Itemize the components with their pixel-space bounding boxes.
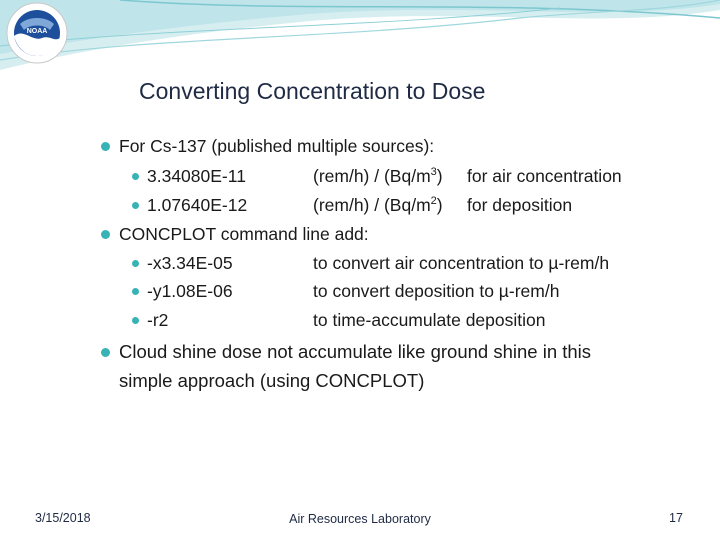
coefficient-unit (313, 195, 443, 216)
footer-date: 3/15/2018 (35, 511, 91, 525)
option-description: to time-accumulate deposition (313, 310, 546, 330)
option-description: to convert deposition to µ-rem/h (313, 281, 560, 301)
bullet-dot (101, 142, 110, 151)
footer-page-number: 17 (669, 511, 683, 525)
slide-title: Converting Concentration to Dose (139, 78, 486, 104)
sub-bullet-dot (132, 288, 139, 295)
coefficient-unit (313, 166, 443, 187)
unit-sup: 2 (430, 195, 437, 208)
coefficient-value: 1.07640E-12 (147, 195, 248, 215)
sub-bullet-dot (132, 202, 139, 209)
coefficient-value: 3.34080E-11 (147, 166, 246, 186)
coefficient-description: for air concentration (467, 166, 622, 186)
footer-organization: Air Resources Laboratory (289, 512, 431, 526)
unit-pre: (rem/h) / (Bq/m (313, 166, 431, 186)
bullet-text-line2: simple approach (using CONCPLOT) (119, 370, 425, 391)
sub-bullet-dot (132, 260, 139, 267)
option-description: to convert air concentration to µ-rem/h (313, 253, 610, 273)
sub-bullet-dot (132, 173, 139, 180)
noaa-logo-icon (6, 2, 68, 64)
unit-post: ) (436, 166, 443, 186)
option-flag: -y1.08E-06 (147, 281, 233, 301)
bullet-dot (101, 230, 110, 239)
coefficient-description: for deposition (467, 195, 573, 215)
bullet-text-line1: Cloud shine dose not accumulate like ground shine in this (119, 341, 592, 362)
bullet-text: CONCPLOT command line add: (119, 224, 369, 244)
bullet-dot (101, 348, 110, 357)
sub-bullet-dot (132, 317, 139, 324)
unit-pre: (rem/h) / (Bq/m (313, 195, 431, 215)
option-flag: -r2 (147, 310, 169, 330)
logo-text: NOAA (26, 28, 48, 35)
header-wave-decoration (0, 0, 720, 80)
bullet-text: For Cs-137 (published multiple sources): (119, 136, 435, 156)
unit-post: ) (436, 195, 443, 215)
unit-sup: 3 (430, 166, 437, 179)
option-flag: -x3.34E-05 (147, 253, 233, 273)
